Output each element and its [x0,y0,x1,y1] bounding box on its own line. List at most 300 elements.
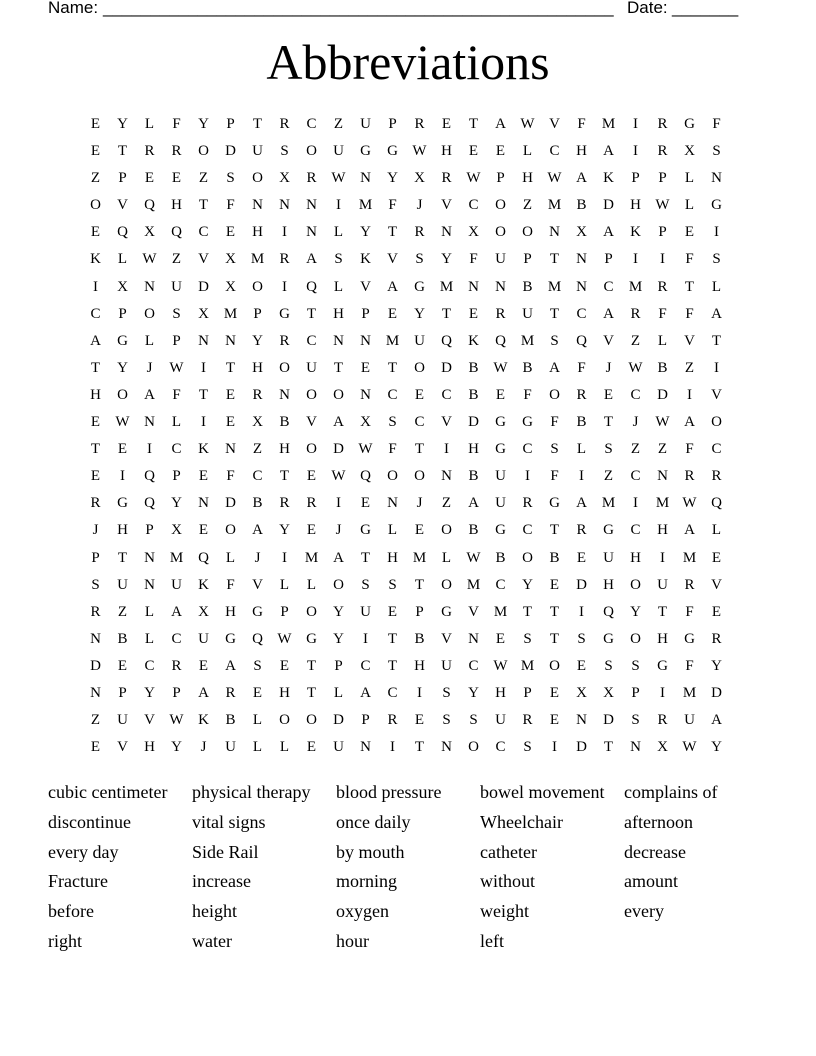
grid-row [82,436,730,463]
grid-letter: N [144,278,155,295]
word-list-item: Wheelchair [480,811,563,832]
grid-letter: N [441,224,452,241]
grid-letter: N [441,739,452,756]
grid-letter: D [468,414,479,431]
grid-letter: T [549,251,560,268]
grid-letter: Z [630,441,641,458]
grid-letter: I [552,739,557,756]
grid-letter: Q [360,468,371,485]
grid-letter: S [550,332,559,349]
grid-letter: I [93,278,98,295]
grid-letter: R [630,305,641,322]
grid-letter: U [414,332,425,349]
grid-letter: A [684,414,695,431]
grid-letter: V [711,386,722,403]
grid-letter: O [306,712,317,729]
grid-letter: W [169,359,184,376]
grid-letter: Q [117,224,128,241]
header-line [48,0,748,20]
grid-letter: I [282,549,287,566]
grid-letter: T [414,576,425,593]
grid-letter: C [468,197,479,214]
grid-letter: U [360,603,371,620]
grid-letter: M [250,251,265,268]
grid-letter: G [603,522,614,539]
grid-letter: L [333,684,344,701]
grid-letter: C [387,684,398,701]
grid-letter: R [684,576,695,593]
grid-letter: Q [711,495,722,512]
grid-letter: N [225,332,236,349]
grid-letter: H [441,143,452,160]
grid-letter: Q [144,495,155,512]
grid-letter: E [306,739,317,756]
grid-letter: C [576,305,587,322]
grid-letter: E [387,305,398,322]
grid-letter: S [280,143,289,160]
grid-letter: H [657,522,668,539]
grid-letter: O [522,224,533,241]
grid-letter: M [682,549,697,566]
grid-letter: Y [441,251,452,268]
word-list-item: catheter [480,841,537,862]
grid-letter: O [279,712,290,729]
grid-letter: P [361,305,370,322]
grid-letter: A [306,251,317,268]
grid-letter: N [360,739,371,756]
grid-letter: D [225,143,236,160]
grid-letter: T [225,359,236,376]
grid-letter: F [226,197,235,214]
grid-letter: W [331,468,346,485]
grid-letter: C [630,468,641,485]
grid-row [82,382,730,409]
grid-letter: E [360,359,371,376]
word-list-item: by mouth [336,841,405,862]
grid-letter: W [358,441,373,458]
grid-letter: L [657,332,668,349]
grid-letter: M [547,278,562,295]
word-list-item: height [192,901,237,922]
grid-letter: G [279,305,290,322]
grid-letter: T [549,522,560,539]
grid-letter: G [252,603,263,620]
grid-letter: A [333,549,344,566]
grid-letter: S [91,576,100,593]
word-list-item: every day [48,841,119,862]
grid-letter: N [576,251,587,268]
grid-letter: I [714,359,719,376]
grid-letter: B [468,359,479,376]
grid-letter: I [201,414,206,431]
grid-letter: P [523,684,532,701]
grid-letter: F [577,359,586,376]
grid-letter: Y [360,224,371,241]
grid-letter: O [306,386,317,403]
grid-letter: P [118,684,127,701]
grid-row [82,328,730,355]
grid-letter: X [468,224,479,241]
grid-letter: L [576,441,587,458]
grid-letter: F [388,197,397,214]
grid-letter: M [385,332,400,349]
grid-letter: P [172,332,181,349]
grid-letter: H [657,630,668,647]
grid-letter: U [171,278,182,295]
name-label: Name: [48,0,99,17]
grid-letter: N [144,576,155,593]
grid-letter: A [576,170,587,187]
grid-letter: R [711,468,722,485]
grid-letter: W [493,657,508,674]
grid-letter: H [279,684,290,701]
grid-row [82,572,730,599]
grid-letter: I [390,739,395,756]
grid-letter: R [279,251,290,268]
grid-letter: J [416,197,423,214]
grid-letter: C [495,576,506,593]
grid-letter: J [200,739,207,756]
grid-letter: W [547,170,562,187]
grid-letter: T [333,359,344,376]
grid-letter: B [522,278,533,295]
grid-letter: P [91,549,100,566]
grid-letter: W [466,170,481,187]
grid-letter: H [603,576,614,593]
grid-letter: H [90,386,101,403]
grid-letter: F [685,251,694,268]
grid-letter: O [414,468,425,485]
grid-letter: C [711,441,722,458]
grid-letter: T [603,739,614,756]
grid-letter: G [684,630,695,647]
grid-letter: C [630,386,641,403]
grid-letter: Z [252,441,263,458]
grid-letter: B [279,414,290,431]
grid-letter: C [603,278,614,295]
grid-letter: P [631,684,640,701]
grid-letter: E [90,224,101,241]
grid-letter: A [549,359,560,376]
grid-letter: B [576,197,587,214]
grid-letter: N [225,441,236,458]
grid-letter: P [280,603,289,620]
grid-letter: J [146,359,153,376]
grid-letter: K [630,224,641,241]
grid-letter: E [549,712,560,729]
grid-letter: G [549,495,560,512]
grid-letter: S [631,712,640,729]
grid-letter: O [333,576,344,593]
grid-letter: S [442,684,451,701]
word-list-item: right [48,930,82,951]
grid-letter: S [253,657,262,674]
grid-letter: G [657,657,668,674]
grid-letter: R [657,116,668,132]
grid-letter: L [684,170,695,187]
grid-letter: Y [711,657,722,674]
grid-letter: C [252,468,263,485]
grid-letter: B [576,414,587,431]
grid-letter: E [279,657,290,674]
grid-row [82,599,730,626]
word-list-item: hour [336,930,369,951]
grid-letter: I [579,468,584,485]
grid-row [82,463,730,490]
grid-letter: M [547,197,562,214]
grid-letter: E [603,386,614,403]
grid-letter: R [711,630,722,647]
word-list [48,778,768,957]
grid-letter: V [198,251,209,268]
grid-letter: V [684,332,695,349]
grid-letter: H [522,170,533,187]
grid-letter: L [144,630,155,647]
grid-letter: N [630,739,641,756]
grid-row [82,680,730,707]
grid-letter: P [118,305,127,322]
grid-letter: K [603,170,614,187]
word-list-item: vital signs [192,811,266,832]
grid-letter: S [712,251,721,268]
grid-letter: E [441,116,452,132]
grid-letter: Z [630,332,641,349]
grid-letter: Q [603,603,614,620]
grid-letter: W [682,739,697,756]
grid-letter: R [279,495,290,512]
grid-letter: I [363,630,368,647]
grid-letter: T [360,549,371,566]
grid-letter: T [468,116,479,132]
grid-letter: T [414,441,425,458]
grid-letter: N [576,712,587,729]
grid-letter: N [252,197,263,214]
grid-letter: N [144,549,155,566]
grid-letter: N [360,386,371,403]
grid-row [82,246,730,273]
grid-letter: G [117,495,128,512]
grid-letter: C [468,657,479,674]
grid-letter: Y [468,684,479,701]
grid-letter: J [335,522,342,539]
grid-letter: D [576,739,587,756]
grid-letter: E [90,739,101,756]
grid-letter: B [549,549,560,566]
grid-row [82,192,730,219]
grid-letter: V [441,414,452,431]
grid-letter: X [225,251,236,268]
grid-letter: P [658,170,667,187]
grid-letter: T [549,630,560,647]
grid-letter: T [414,739,425,756]
grid-letter: H [387,549,398,566]
date-field[interactable]: _______ [672,0,739,17]
grid-row [82,219,730,246]
grid-letter: M [493,603,508,620]
word-list-item: afternoon [624,811,693,832]
grid-letter: R [522,712,533,729]
grid-letter: Q [306,278,317,295]
grid-letter: N [495,278,506,295]
name-field[interactable]: ______________________________________________________ [103,0,614,17]
word-list-item: without [480,871,536,892]
grid-row [82,517,730,544]
grid-letter: P [145,522,154,539]
grid-letter: S [523,630,532,647]
grid-letter: R [306,495,317,512]
grid-letter: L [684,197,695,214]
grid-letter: I [444,441,449,458]
grid-letter: M [223,305,238,322]
grid-letter: U [117,576,128,593]
grid-letter: C [306,332,317,349]
grid-letter: T [387,224,398,241]
grid-letter: O [630,630,641,647]
grid-letter: B [495,549,506,566]
grid-letter: E [225,386,236,403]
grid-letter: N [576,278,587,295]
grid-letter: E [684,224,695,241]
grid-letter: H [468,441,479,458]
grid-letter: E [468,143,479,160]
grid-letter: I [120,468,125,485]
grid-letter: O [468,739,479,756]
grid-letter: R [252,386,263,403]
word-list-item: complains of [624,782,718,802]
grid-letter: R [90,495,101,512]
grid-letter: S [226,170,235,187]
grid-letter: A [387,278,398,295]
grid-letter: Y [522,576,533,593]
grid-letter: D [333,712,344,729]
grid-letter: T [684,278,695,295]
grid-letter: R [279,116,290,132]
grid-letter: R [306,170,317,187]
grid-letter: R [387,712,398,729]
grid-letter: B [225,712,236,729]
word-list-item: cubic centimeter [48,782,168,802]
grid-letter: O [522,549,533,566]
grid-letter: W [628,359,643,376]
word-list-item: bowel movement [480,782,605,802]
grid-letter: X [144,224,155,241]
grid-letter: A [684,522,695,539]
grid-letter: U [495,468,506,485]
grid-letter: E [306,522,317,539]
grid-letter: Q [144,197,155,214]
grid-letter: F [469,251,478,268]
grid-letter: S [550,441,559,458]
grid-letter: O [306,603,317,620]
grid-letter: T [522,603,533,620]
grid-letter: A [333,414,344,431]
grid-letter: H [279,441,290,458]
grid-letter: R [684,468,695,485]
grid-letter: F [685,603,694,620]
grid-letter: H [414,657,425,674]
grid-letter: T [711,332,722,349]
grid-letter: O [117,386,128,403]
grid-letter: I [336,495,341,512]
grid-letter: Z [90,712,101,729]
grid-letter: Q [144,468,155,485]
grid-letter: Y [279,522,290,539]
grid-letter: Y [252,332,263,349]
grid-letter: G [495,414,506,431]
grid-letter: U [495,712,506,729]
grid-letter: L [144,603,155,620]
grid-letter: L [117,251,128,268]
grid-letter: E [225,414,236,431]
grid-letter: A [90,332,101,349]
grid-letter: E [198,468,209,485]
grid-letter: I [633,495,638,512]
grid-letter: U [333,143,344,160]
grid-letter: R [171,143,182,160]
grid-letter: I [282,224,287,241]
grid-letter: F [712,116,721,132]
grid-letter: U [225,739,236,756]
grid-letter: V [117,197,128,214]
grid-letter: W [115,414,130,431]
grid-letter: M [655,495,670,512]
grid-letter: G [711,197,722,214]
grid-letter: S [388,414,397,431]
grid-letter: N [468,630,479,647]
grid-letter: E [171,170,182,187]
grid-letter: N [90,630,101,647]
grid-letter: Z [171,251,182,268]
grid-letter: D [90,657,101,674]
grid-letter: A [198,684,209,701]
grid-row [82,355,730,382]
grid-letter: X [198,603,209,620]
grid-letter: T [657,603,668,620]
word-list-item: Fracture [48,871,108,892]
grid-letter: M [439,278,454,295]
grid-letter: V [441,197,452,214]
grid-letter: L [171,414,182,431]
grid-letter: G [387,143,398,160]
grid-letter: G [495,522,506,539]
grid-letter: R [657,712,668,729]
grid-letter: U [603,549,614,566]
word-list-item: increase [192,871,251,892]
grid-letter: O [441,576,452,593]
grid-letter: G [441,603,452,620]
grid-letter: H [630,197,641,214]
grid-letter: E [495,143,506,160]
grid-letter: C [144,657,155,674]
grid-letter: M [169,549,184,566]
grid-letter: F [550,468,559,485]
grid-letter: Y [171,495,182,512]
grid-letter: Q [441,332,452,349]
grid-letter: P [658,224,667,241]
grid-letter: N [333,332,344,349]
grid-letter: L [522,143,533,160]
grid-letter: T [117,143,128,160]
grid-row [82,165,730,192]
grid-letter: W [655,414,670,431]
date-label: Date: [627,0,668,17]
grid-letter: G [414,278,425,295]
grid-letter: S [604,441,613,458]
grid-letter: D [225,495,236,512]
grid-letter: X [603,684,614,701]
word-list-item: before [48,901,94,922]
grid-letter: Z [90,170,101,187]
